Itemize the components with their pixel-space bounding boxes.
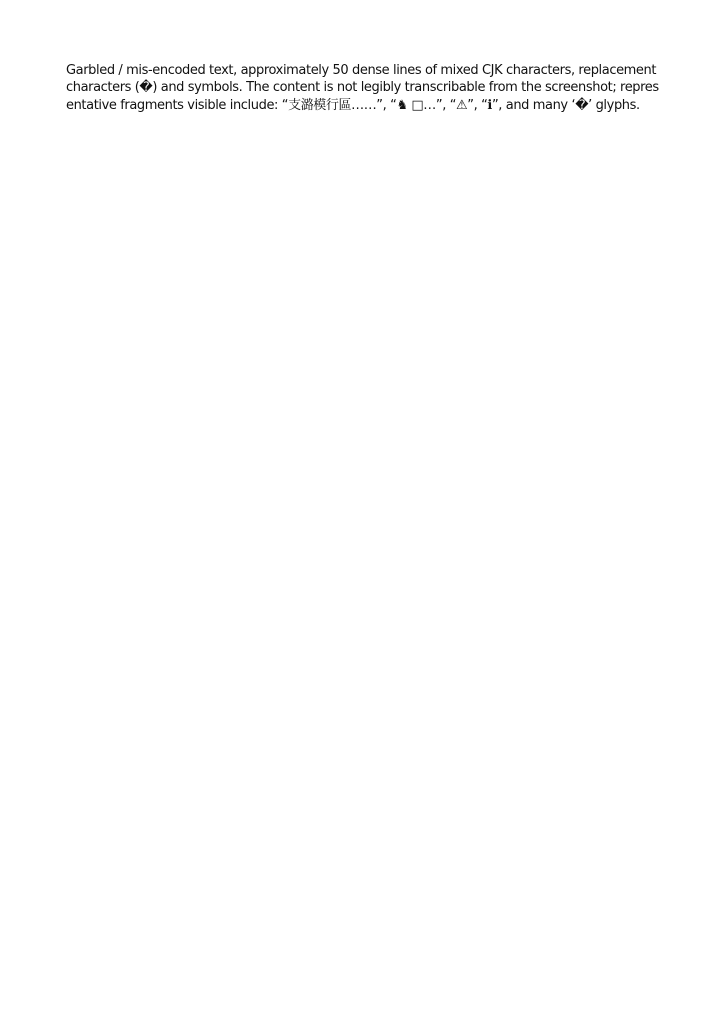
- document-page: [66, 62, 660, 962]
- garbled-text-block: Garbled / mis-encoded text, approximately 50 dense lines of mixed CJK characters, replacement characters (�) and symbols. The content is not legibly transcribable from the screenshot; representative fragments visible include: “支潞模行區……”, “♞ □…”, “⚠”, “ℹ”, and many ‘�’ glyphs.: [66, 63, 660, 113]
